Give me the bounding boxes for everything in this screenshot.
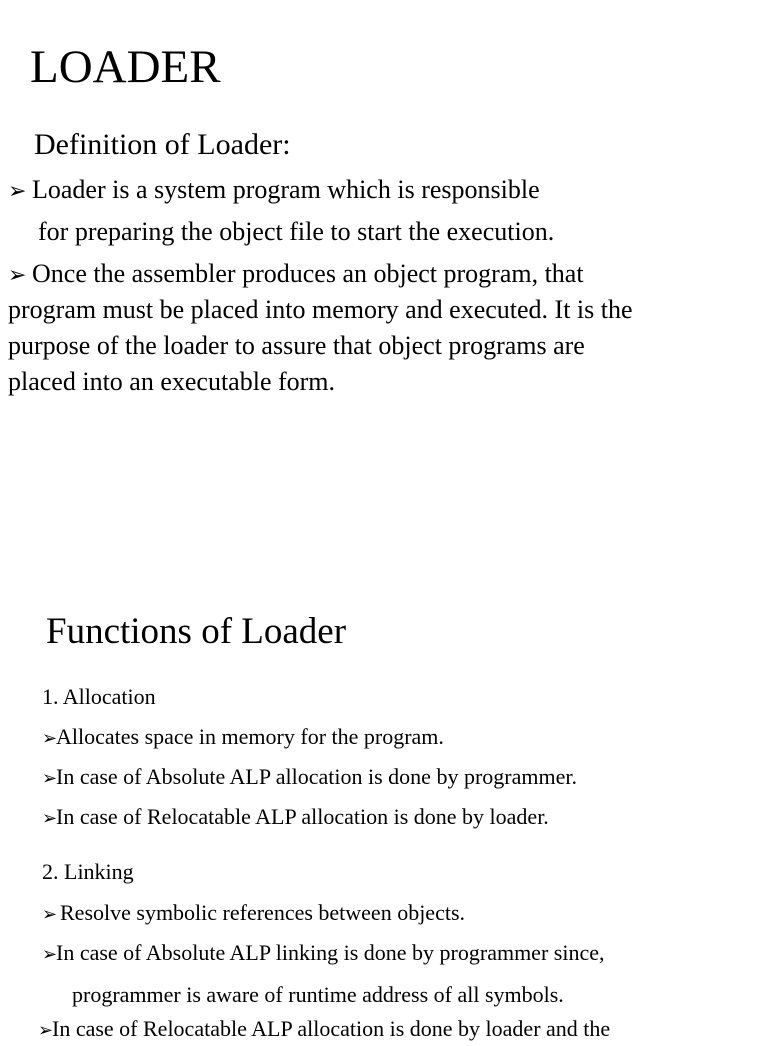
bullet-text: Loader is a system program which is responsible: [32, 175, 540, 204]
bullet-item: [42, 802, 549, 834]
arrow-bullet-icon: ➢: [42, 768, 58, 789]
arrow-bullet-icon: ➢: [42, 944, 58, 965]
bullet-continuation: placed into an executable form.: [8, 367, 336, 396]
bullet-text: Once the assembler produces an object program, that: [32, 259, 584, 288]
bullet-item: [42, 938, 604, 970]
bullet-item: [42, 762, 577, 794]
bullet-text: In case of Absolute ALP allocation is done by programmer.: [56, 764, 577, 789]
bullet-text: Allocates space in memory for the program.: [56, 724, 444, 749]
bullet-item-cut-off: [38, 1014, 778, 1041]
bullet-continuation: purpose of the loader to assure that object programs are: [8, 331, 585, 360]
bullet-item: [8, 256, 584, 294]
bullet-item: [8, 172, 540, 210]
bullet-text: In case of Absolute ALP linking is done by programmer since,: [56, 940, 605, 965]
bullet-item: [42, 898, 465, 930]
arrow-bullet-icon: ➢: [42, 808, 58, 829]
section-heading-linking: 2. Linking: [42, 859, 134, 884]
arrow-bullet-icon: ➢: [42, 728, 58, 749]
arrow-bullet-icon: ➢: [42, 904, 58, 925]
bullet-continuation: for preparing the object file to start the execution.: [38, 217, 555, 246]
slide-title: Functions of Loader: [46, 611, 347, 652]
slide-title: LOADER: [30, 41, 221, 93]
bullet-text: In case of Relocatable ALP allocation is done by loader.: [56, 804, 549, 829]
definition-heading: Definition of Loader:: [34, 128, 291, 161]
bullet-item: [42, 722, 444, 754]
bullet-text: In case of Relocatable ALP allocation is done by loader and the: [52, 1016, 611, 1041]
arrow-bullet-icon: ➢: [8, 179, 27, 204]
section-heading-allocation: 1. Allocation: [42, 684, 156, 709]
arrow-bullet-icon: ➢: [38, 1020, 54, 1041]
bullet-continuation: programmer is aware of runtime address of all symbols.: [72, 982, 564, 1007]
bullet-continuation: program must be placed into memory and executed. It is the: [8, 295, 633, 324]
arrow-bullet-icon: ➢: [8, 263, 27, 288]
bullet-text: Resolve symbolic references between objects.: [60, 900, 466, 925]
